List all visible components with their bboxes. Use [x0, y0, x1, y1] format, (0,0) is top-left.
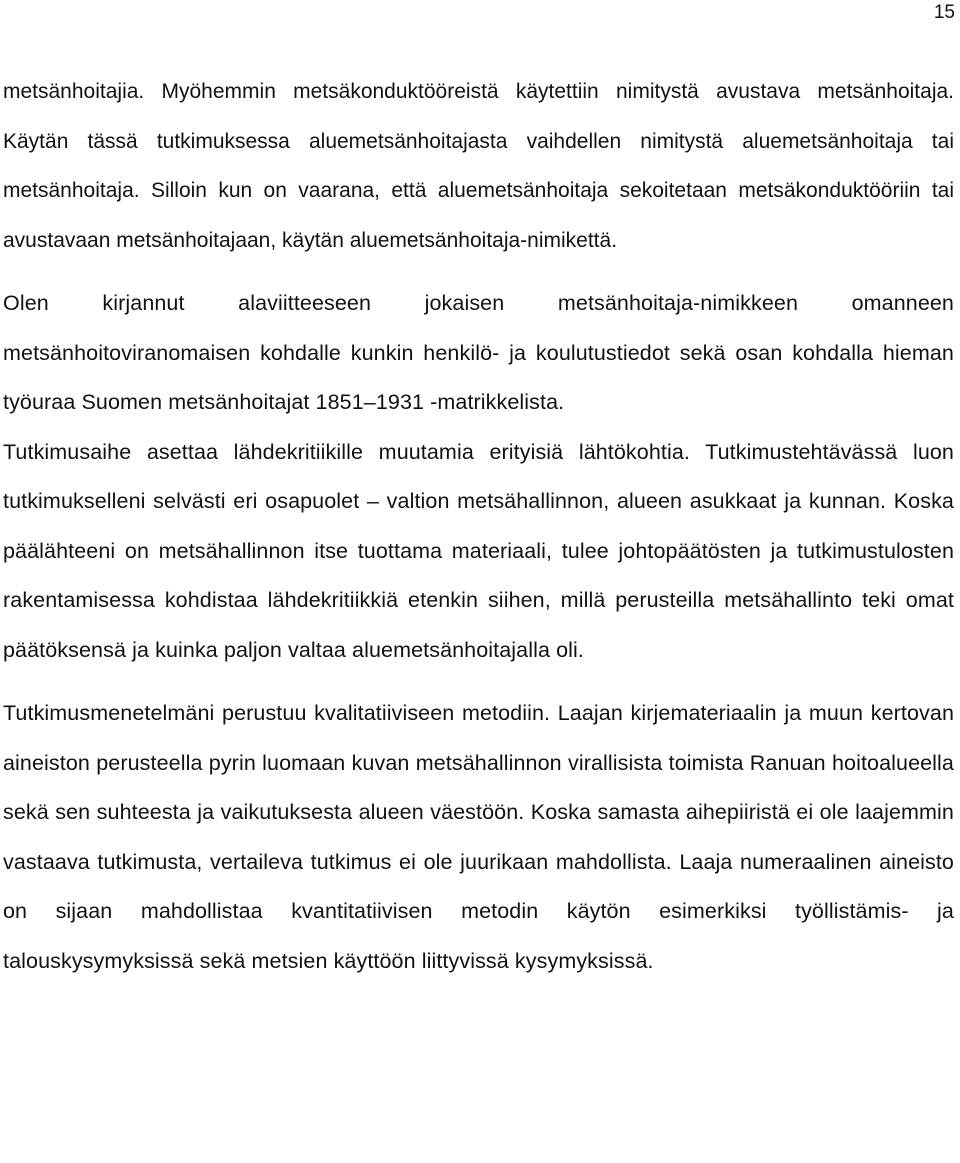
- paragraph-footnotes: Olen kirjannut alaviitteeseen jokaisen metsänhoitaja-nimikkeen omanneen metsänhoitoviranomaisen kohdalle kunkin henkilö- ja koulutustiedot sekä osan kohdalla hieman työuraa Suomen metsänhoitajat 1851–1931 -matrikkelista.: [3, 291, 954, 414]
- paragraph-source-criticism: Tutkimusaihe asettaa lähdekritiikille muutamia erityisiä lähtökohtia. Tutkimustehtävässä luon tutkimukselleni selvästi eri osapuolet – valtion metsähallinnon, alueen asukkaat ja kunnan. Koska päälähteeni on metsähallinnon itse tuottama materiaali, tulee johtopäätösten ja tutkimustulosten rakentamisessa kohdistaa lähdekritiikkiä etenkin siihen, millä perusteilla metsähallinto teki omat päätöksensä ja kuinka paljon valtaa aluemetsänhoitajalla oli.: [3, 439, 954, 662]
- paragraph-terminology: metsänhoitajia. Myöhemmin metsäkonduktööreistä käytettiin nimitystä avustava metsänhoitaja. Käytän tässä tutkimuksessa aluemetsänhoitajasta vaihdellen nimitystä aluemetsänhoitaja tai metsänhoitaja. Silloin kun on vaarana, että aluemetsänhoitaja sekoitetaan metsäkonduktööriin tai avustavaan metsänhoitajaan, käytän aluemetsänhoitaja-nimikettä.: [3, 80, 954, 252]
- page-number: 15: [933, 2, 955, 23]
- document-body: [3, 67, 954, 986]
- paragraph-method: Tutkimusmenetelmäni perustuu kvalitatiiviseen metodiin. Laajan kirjemateriaalin ja muun kertovan aineiston perusteella pyrin luomaan kuvan metsähallinnon virallisista toimista Ranuan hoitoalueella sekä sen suhteesta ja vaikutuksesta alueen väestöön. Koska samasta aihepiiristä ei ole laajemmin vastaava tutkimusta, vertaileva tutkimus ei ole juurikaan mahdollista. Laaja numeraalinen aineisto on sijaan mahdollistaa kvantitatiivisen metodin käytön esimerkiksi työllistämis- ja talouskysymyksissä sekä metsien käyttöön liittyvissä kysymyksissä.: [3, 701, 954, 973]
